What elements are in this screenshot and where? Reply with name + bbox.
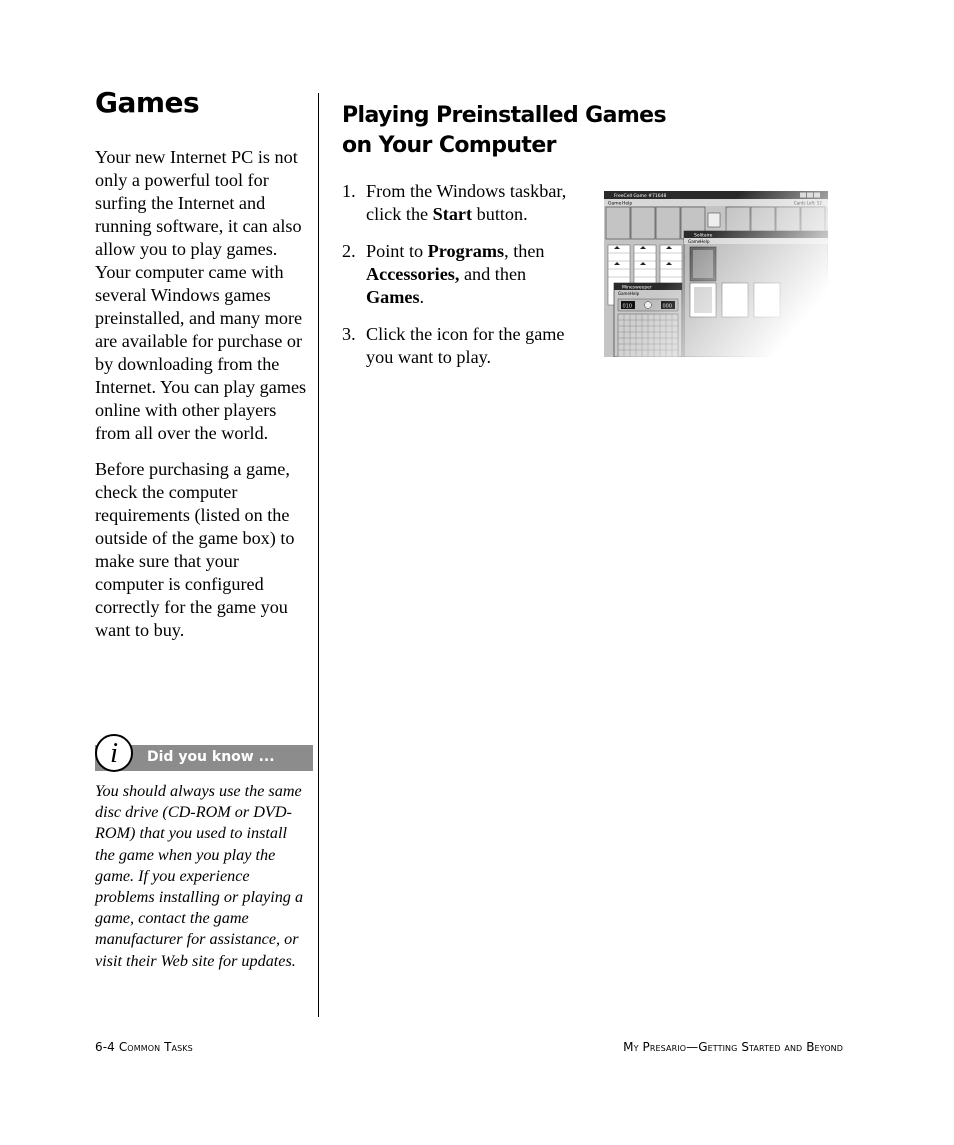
steps-list: [342, 180, 587, 383]
intro-column: [95, 146, 307, 655]
footer-left: 6-4 Common Tasks: [95, 1040, 193, 1054]
section-title: Playing Preinstalled Games on Your Computer: [342, 103, 666, 158]
footer-right: My Presario—Getting Started and Beyond: [623, 1040, 843, 1054]
did-you-know-header: [95, 734, 313, 773]
step-item: 3. Click the icon for the game you want to play.: [342, 324, 565, 367]
step-item: 2. Point to Programs, then Accessories, and then Games.: [342, 241, 545, 307]
games-screenshot: [604, 191, 828, 357]
page-title: Games: [95, 86, 200, 119]
column-divider: [318, 93, 319, 1017]
step-item: 1. From the Windows taskbar, click the Start button.: [342, 181, 567, 224]
intro-paragraph: Before purchasing a game, check the computer requirements (listed on the outside of the game box) to make sure that your computer is configured correctly for the game you want to buy.: [95, 459, 295, 640]
intro-paragraph: Your new Internet PC is not only a powerful tool for surfing the Internet and running software, it can also allow you to play games. Your computer came with several Windows games preinstalled, and many more are available for purchase or by downloading from the Internet. You can play games online with other players from all over the world.: [95, 147, 307, 443]
info-icon: i: [95, 734, 133, 772]
did-you-know-text: You should always use the same disc drive (CD-ROM or DVD-ROM) that you used to install the game when you play the game. If you experience problems installing or playing a game, contact the game manufacturer for assistance, or visit their Web site for updates.: [95, 782, 304, 970]
did-you-know-label: Did you know ...: [147, 749, 275, 765]
